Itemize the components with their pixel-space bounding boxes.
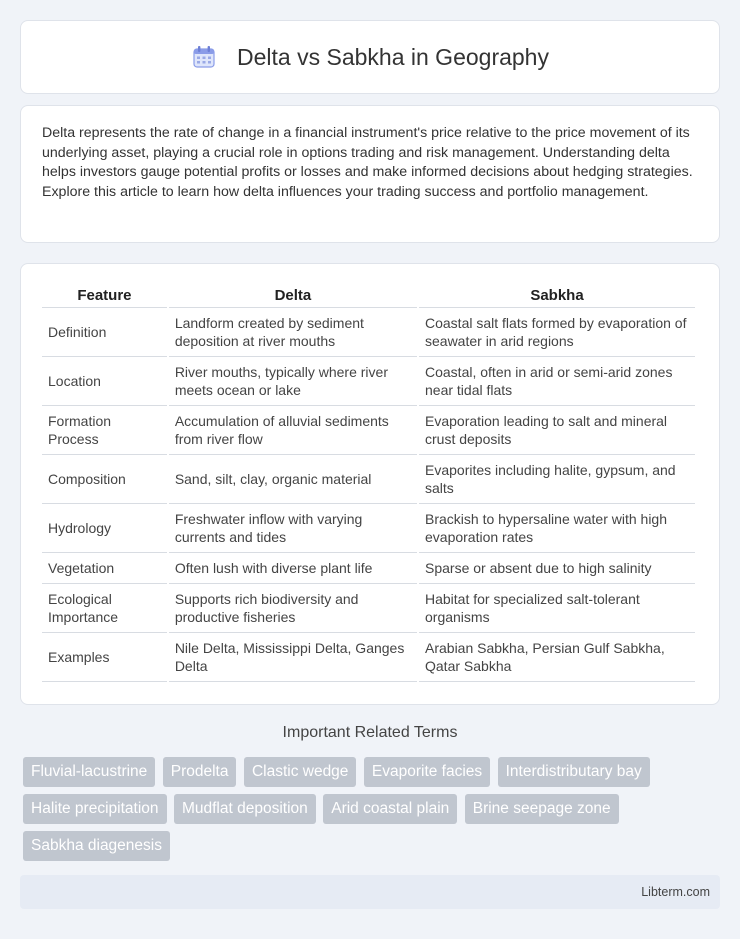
row-feature: Formation Process: [42, 406, 167, 455]
tag-brine-seepage-zone[interactable]: Brine seepage zone: [465, 794, 619, 824]
table-row: [42, 633, 695, 682]
tag-arid-coastal-plain[interactable]: Arid coastal plain: [323, 794, 457, 824]
table-row: [42, 308, 695, 357]
tag-evaporite-facies[interactable]: Evaporite facies: [364, 757, 490, 787]
row-sabkha: Brackish to hypersaline water with high evaporation rates: [419, 504, 695, 553]
tag-fluvial-lacustrine[interactable]: Fluvial-lacustrine: [23, 757, 155, 787]
row-feature: Hydrology: [42, 504, 167, 553]
row-sabkha: Habitat for specialized salt-tolerant organisms: [419, 584, 695, 633]
tag-mudflat-deposition[interactable]: Mudflat deposition: [174, 794, 316, 824]
comparison-table: [40, 286, 697, 682]
table-row: [42, 504, 695, 553]
row-feature: Vegetation: [42, 553, 167, 584]
intro-text: Delta represents the rate of change in a financial instrument's price relative to the price movement of its underlying asset, playing a crucial role in options trading and risk management. Understanding delta helps investors gauge potential profits or losses and make informed decisions about hedging strategies. Explore this article to learn how delta influences your trading success and portfolio management.: [42, 125, 693, 200]
tag-interdistributary-bay[interactable]: Interdistributary bay: [498, 757, 650, 787]
tag-clastic-wedge[interactable]: Clastic wedge: [244, 757, 357, 787]
header-delta: Delta: [169, 286, 417, 308]
row-sabkha: Evaporites including halite, gypsum, and salts: [419, 455, 695, 504]
row-sabkha: Evaporation leading to salt and mineral crust deposits: [419, 406, 695, 455]
related-tags: [23, 757, 723, 868]
comparison-table-card: [20, 263, 720, 705]
page-title: Delta vs Sabkha in Geography: [237, 43, 549, 70]
row-delta: Nile Delta, Mississippi Delta, Ganges Delta: [169, 633, 417, 682]
tag-sabkha-diagenesis[interactable]: Sabkha diagenesis: [23, 831, 170, 861]
tag-halite-precipitation[interactable]: Halite precipitation: [23, 794, 167, 824]
row-sabkha: Sparse or absent due to high salinity: [419, 553, 695, 584]
row-delta: Landform created by sediment deposition at river mouths: [169, 308, 417, 357]
row-sabkha: Coastal salt flats formed by evaporation of seawater in arid regions: [419, 308, 695, 357]
header-feature: Feature: [42, 286, 167, 308]
row-feature: Ecological Importance: [42, 584, 167, 633]
row-delta: Often lush with diverse plant life: [169, 553, 417, 584]
row-feature: Definition: [42, 308, 167, 357]
table-row: [42, 553, 695, 584]
header-card: [20, 20, 720, 94]
footer: [20, 875, 720, 909]
calendar-icon: [191, 44, 217, 70]
title-wrap: [191, 44, 549, 71]
table-row: [42, 455, 695, 504]
table-row: [42, 584, 695, 633]
tag-prodelta[interactable]: Prodelta: [163, 757, 237, 787]
row-feature: Examples: [42, 633, 167, 682]
row-delta: Freshwater inflow with varying currents and tides: [169, 504, 417, 553]
row-delta: Sand, silt, clay, organic material: [169, 455, 417, 504]
row-delta: Supports rich biodiversity and productive fisheries: [169, 584, 417, 633]
intro-card: [20, 105, 720, 243]
table-header-row: [42, 286, 695, 308]
row-feature: Location: [42, 357, 167, 406]
row-delta: Accumulation of alluvial sediments from river flow: [169, 406, 417, 455]
header-sabkha: Sabkha: [419, 286, 695, 308]
row-sabkha: Arabian Sabkha, Persian Gulf Sabkha, Qatar Sabkha: [419, 633, 695, 682]
row-delta: River mouths, typically where river meets ocean or lake: [169, 357, 417, 406]
row-sabkha: Coastal, often in arid or semi-arid zones near tidal flats: [419, 357, 695, 406]
table-row: [42, 406, 695, 455]
row-feature: Composition: [42, 455, 167, 504]
table-row: [42, 357, 695, 406]
footer-site-link[interactable]: Libterm.com: [641, 885, 710, 899]
related-terms-title: Important Related Terms: [282, 724, 458, 741]
